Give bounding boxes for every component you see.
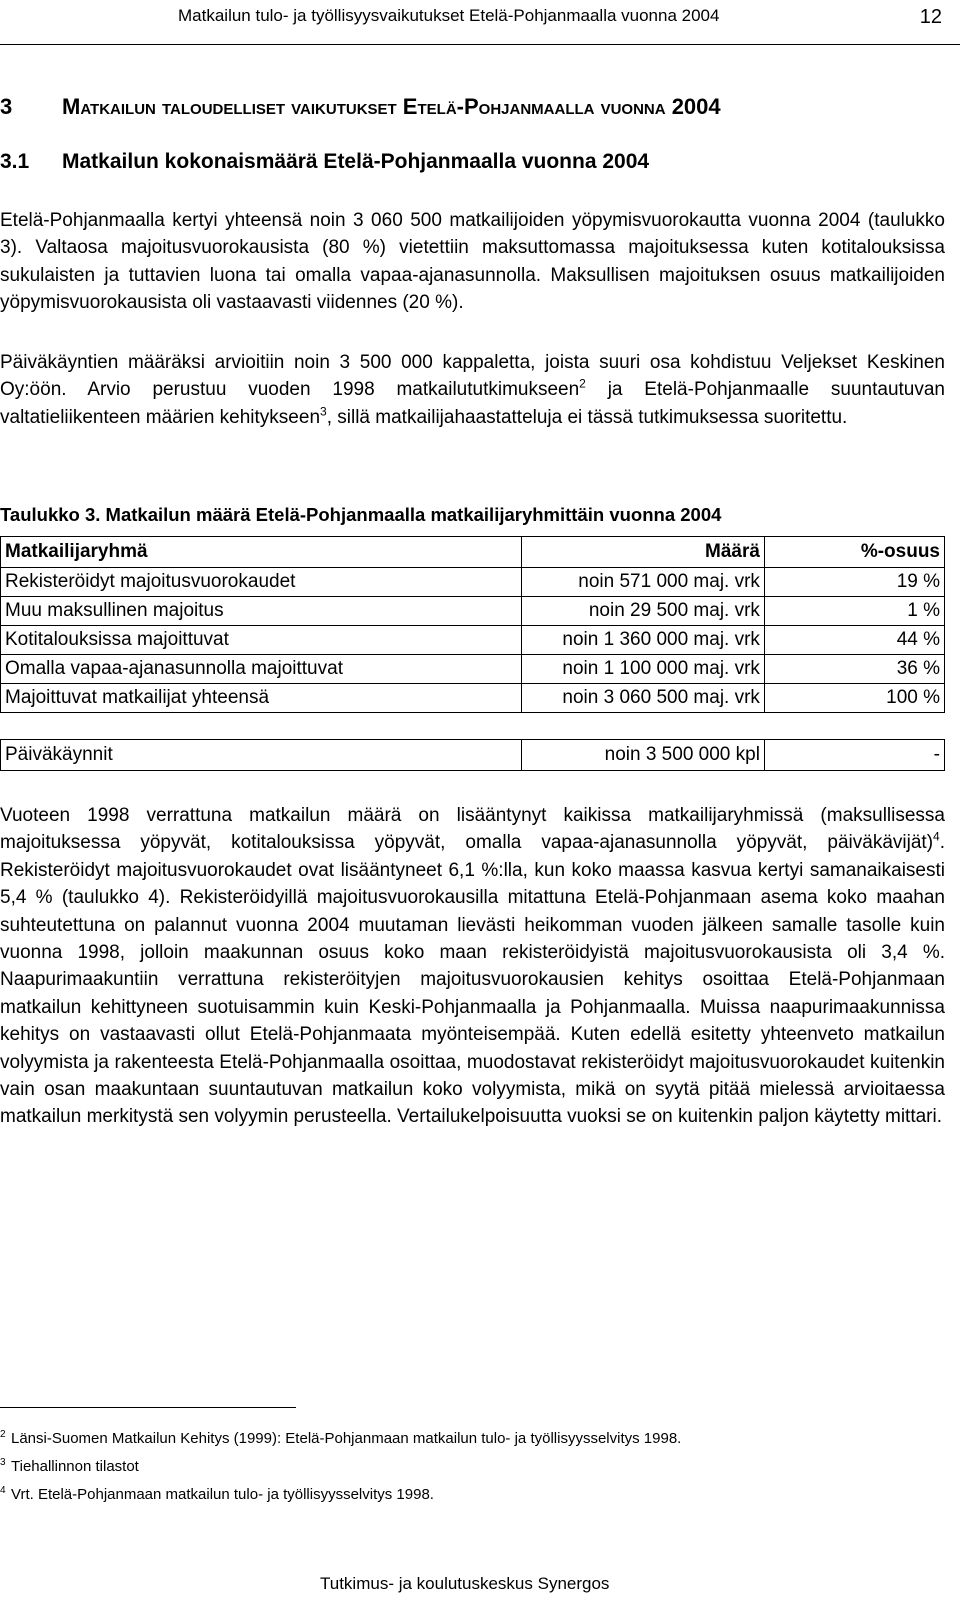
paragraph-text: . Rekisteröidyt majoitusvuorokaudet ovat lisääntyneet 6,1 %:lla, kun koko maassa kasvua kertyi samanaikaisesti 5,4 % (taulukko 4). Rekisteröidyillä majoitusvuorokausilla mitattuna Etelä-Pohjanmaan asema koko maahan suhteutettuna on palannut vuonna 2004 muutaman lievästi heikomman vuoden jälkeen samalle tasolle kuin vuonna 1998, jolloin maakunnan osuus koko maan rekisteröidyistä majoitusvuorokausista oli 3,4 %. Naapurimaakuntiin verrattuna rekisteröityjen majoitusvuorokausien kehitys osoittaa Etelä-Pohjanmaan matkailun kehittyneen suotuisammin kuin Keski-Pohjanmaalla ja Pohjanmaalla. Muissa naapurimaakunnissa kehitys on vastaavasti ollut Etelä-Pohjanmaata myönteisempää. Kuten edellä esitetty yhteenveto matkailun volyymista ja rakenteesta Etelä-Pohjanmaalla osoittaa, muodostavat rekisteröidyt majoitusvuorokaudet kuitenkin vain osan maakuntaan suuntautuvan matkailun koko volyymista, mikä on syytä pitää mielessä arvioitaessa matkailun merkitystä sen volyymin perusteella. Vertailukelpoisuutta vuoksi se on kuitenkin paljon käytetty mittari.: [0, 832, 945, 1128]
table-row: [1, 655, 945, 684]
footnote-item: [0, 1451, 681, 1479]
chapter-number: 3: [0, 94, 13, 119]
spacer-cell: [522, 713, 764, 740]
section-number: 3.1: [0, 150, 30, 173]
running-footer: Tutkimus- ja koulutuskeskus Synergos: [320, 1574, 610, 1593]
cell-amount: noin 571 000 maj. vrk: [522, 568, 764, 597]
cell-amount: noin 3 060 500 maj. vrk: [522, 684, 764, 713]
paragraph-text: , sillä matkailijahaastatteluja ei tässä tutkimuksessa suoritettu.: [326, 406, 848, 428]
paragraph-text: Vuoteen 1998 verrattuna matkailun määrä on lisääntynyt kaikissa matkailijaryhmissä (maksullisessa majoituksessa yöpyvät, kotitalouksissa yöpyvät, omalla vapaa-ajanasunnolla yöpyvät, päiväkävijät): [0, 805, 945, 854]
footnote-text: Tiehallinnon tilastot: [11, 1458, 139, 1475]
cell-group: Majoittuvat matkailijat yhteensä: [1, 684, 522, 713]
running-header-title: Matkailun tulo- ja työllisyysvaikutukset Etelä-Pohjanmaalla vuonna 2004: [178, 6, 720, 25]
chapter-heading: [0, 94, 721, 120]
table-row: [1, 626, 945, 655]
footnote-mark: 2: [0, 1429, 6, 1440]
spacer-cell: [1, 713, 522, 740]
running-header: [0, 0, 960, 46]
table-caption: Taulukko 3. Matkailun määrä Etelä-Pohjanmaalla matkailijaryhmittäin vuonna 2004: [0, 504, 722, 525]
cell-share: -: [764, 740, 944, 771]
footnote-mark: 3: [0, 1457, 6, 1468]
footnote-ref-3[interactable]: 3: [320, 404, 327, 419]
table-row: [1, 568, 945, 597]
table-header-row: [1, 537, 945, 568]
paragraph-comparison-1998: [0, 802, 945, 1131]
cell-share: 1 %: [764, 597, 944, 626]
chapter-title: Matkailun taloudelliset vaikutukset Etelä-Pohjanmaalla vuonna 2004: [62, 94, 721, 119]
footnote-ref-2[interactable]: 2: [579, 377, 586, 392]
cell-amount: noin 29 500 maj. vrk: [522, 597, 764, 626]
header-rule: [0, 44, 960, 45]
cell-amount: noin 1 360 000 maj. vrk: [522, 626, 764, 655]
tourism-volume-table: [0, 536, 945, 771]
table-row: [1, 684, 945, 713]
spacer-cell: [764, 713, 944, 740]
cell-group: Kotitalouksissa majoittuvat: [1, 626, 522, 655]
footnote-rule: [0, 1407, 296, 1408]
column-header-group: Matkailijaryhmä: [1, 537, 522, 568]
cell-share: 100 %: [764, 684, 944, 713]
table-row-day-visits: [1, 740, 945, 771]
cell-amount: noin 1 100 000 maj. vrk: [522, 655, 764, 684]
footnote-text: Vrt. Etelä-Pohjanmaan matkailun tulo- ja työllisyysselvitys 1998.: [11, 1486, 434, 1503]
cell-share: 36 %: [764, 655, 944, 684]
column-header-amount: Määrä: [522, 537, 764, 568]
cell-group: Rekisteröidyt majoitusvuorokaudet: [1, 568, 522, 597]
paragraph-accommodation-summary: Etelä-Pohjanmaalla kertyi yhteensä noin 3 060 500 matkailijoiden yöpymisvuorokautta vuonna 2004 (taulukko 3). Valtaosa majoitusvuorokausista (80 %) vietettiin maksuttomassa majoituksessa kuten kotitalouksissa sukulaisten ja tuttavien luona tai omalla vapaa-ajanasunnolla. Maksullisen majoituksen osuus matkailijoiden yöpymisvuorokausista oli vastaavasti viidennes (20 %).: [0, 210, 945, 314]
page-number: 12: [919, 6, 942, 28]
column-header-share: %-osuus: [764, 537, 944, 568]
cell-group: Omalla vapaa-ajanasunnolla majoittuvat: [1, 655, 522, 684]
cell-amount: noin 3 500 000 kpl: [522, 740, 764, 771]
cell-group: Päiväkäynnit: [1, 740, 522, 771]
footnote-mark: 4: [0, 1485, 6, 1496]
paragraph-text: Päiväkäyntien määräksi arvioitiin noin 3 500 000 kappaletta, joista suuri osa kohdistuu Veljekset Keskinen Oy:öön. Arvio perustuu vuoden 1998 matkailututkimukseen: [0, 352, 945, 401]
section-heading: [0, 150, 649, 174]
cell-group: Muu maksullinen majoitus: [1, 597, 522, 626]
footnote-ref-4[interactable]: 4: [933, 830, 940, 845]
footnote-text: Länsi-Suomen Matkailun Kehitys (1999): Etelä-Pohjanmaan matkailun tulo- ja työllisyysselvitys 1998.: [11, 1430, 682, 1447]
paragraph-day-visits: [0, 349, 945, 431]
cell-share: 19 %: [764, 568, 944, 597]
table-row: [1, 597, 945, 626]
section-title: Matkailun kokonaismäärä Etelä-Pohjanmaalla vuonna 2004: [62, 150, 650, 173]
paragraph-text: ja Etelä-Pohjanmaalle suuntautuvan valtatieliikenteen määrien kehitykseen: [0, 379, 946, 428]
footnote-item: [0, 1423, 681, 1451]
footnotes: [0, 1423, 681, 1507]
cell-share: 44 %: [764, 626, 944, 655]
table-spacer-row: [1, 713, 945, 740]
footnote-item: [0, 1479, 681, 1507]
